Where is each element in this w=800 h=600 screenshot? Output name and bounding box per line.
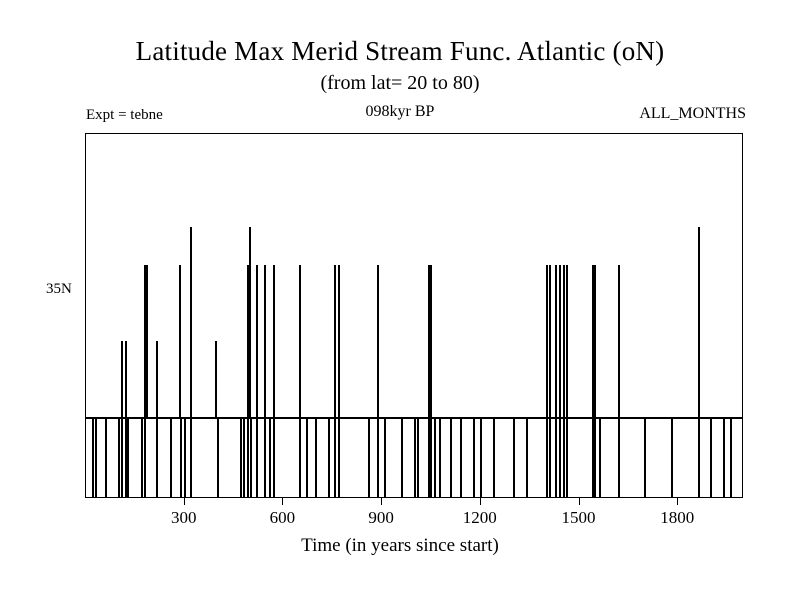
period-label: 098kyr BP bbox=[365, 103, 435, 120]
event-marker bbox=[306, 419, 308, 497]
event-marker bbox=[256, 419, 258, 497]
upper-spike bbox=[146, 265, 148, 417]
event-marker bbox=[141, 419, 143, 497]
event-marker bbox=[414, 419, 416, 497]
upper-spike bbox=[549, 265, 551, 417]
upper-spike bbox=[190, 227, 192, 417]
x-tick bbox=[184, 498, 185, 505]
upper-spike bbox=[334, 265, 336, 417]
event-marker bbox=[180, 419, 182, 497]
event-marker bbox=[127, 419, 129, 497]
event-marker bbox=[417, 419, 419, 497]
upper-spike bbox=[156, 341, 158, 417]
upper-spike bbox=[264, 265, 266, 417]
event-marker bbox=[480, 419, 482, 497]
event-marker bbox=[594, 419, 596, 497]
event-marker bbox=[710, 419, 712, 497]
upper-spike bbox=[256, 265, 258, 417]
event-marker bbox=[299, 419, 301, 497]
upper-plot-panel bbox=[85, 133, 743, 418]
event-marker bbox=[368, 419, 370, 497]
x-tick-label: 1500 bbox=[561, 508, 596, 527]
x-tick bbox=[381, 498, 382, 505]
upper-spike bbox=[555, 265, 557, 417]
event-marker bbox=[240, 419, 242, 497]
x-axis-title: Time (in years since start) bbox=[301, 535, 499, 556]
upper-spike bbox=[121, 341, 123, 417]
page-title: Latitude Max Merid Stream Func. Atlantic (oN) bbox=[135, 36, 665, 66]
lower-plot-panel bbox=[85, 418, 743, 498]
event-marker bbox=[549, 419, 551, 497]
event-marker bbox=[264, 419, 266, 497]
event-marker bbox=[184, 419, 186, 497]
event-marker bbox=[434, 419, 436, 497]
event-marker bbox=[105, 419, 107, 497]
upper-spike bbox=[377, 265, 379, 417]
upper-spike bbox=[215, 341, 217, 417]
event-marker bbox=[599, 419, 601, 497]
event-marker bbox=[618, 419, 620, 497]
x-tick-label: 900 bbox=[368, 508, 394, 527]
event-marker bbox=[555, 419, 557, 497]
y-axis-tick-label: 35N bbox=[46, 281, 72, 297]
x-tick bbox=[579, 498, 580, 505]
event-marker bbox=[384, 419, 386, 497]
event-marker bbox=[217, 419, 219, 497]
event-marker bbox=[566, 419, 568, 497]
event-marker bbox=[334, 419, 336, 497]
upper-spike bbox=[546, 265, 548, 417]
x-axis-ticks bbox=[85, 498, 743, 508]
x-tick-label: 1200 bbox=[462, 508, 497, 527]
x-tick-label: 300 bbox=[170, 508, 197, 527]
x-axis-tick-labels bbox=[85, 508, 743, 532]
event-marker bbox=[493, 419, 495, 497]
event-marker bbox=[450, 419, 452, 497]
event-marker bbox=[269, 419, 271, 497]
event-marker bbox=[401, 419, 403, 497]
event-marker bbox=[144, 419, 146, 497]
event-marker bbox=[671, 419, 673, 497]
upper-spike bbox=[430, 265, 432, 417]
event-marker bbox=[377, 419, 379, 497]
event-marker bbox=[250, 419, 252, 497]
event-marker bbox=[723, 419, 725, 497]
months-label: ALL_MONTHS bbox=[639, 105, 746, 122]
event-marker bbox=[315, 419, 317, 497]
event-marker bbox=[190, 419, 192, 497]
upper-spike bbox=[179, 265, 181, 417]
event-marker bbox=[273, 419, 275, 497]
upper-spike bbox=[563, 265, 565, 417]
upper-spike bbox=[698, 227, 700, 417]
upper-spike bbox=[559, 265, 561, 417]
event-marker bbox=[526, 419, 528, 497]
upper-spike bbox=[594, 265, 596, 417]
event-marker bbox=[698, 419, 700, 497]
event-marker bbox=[644, 419, 646, 497]
event-marker bbox=[460, 419, 462, 497]
x-tick-label: 1800 bbox=[660, 508, 695, 527]
event-marker bbox=[439, 419, 441, 497]
event-marker bbox=[559, 419, 561, 497]
event-marker bbox=[156, 419, 158, 497]
upper-spike bbox=[299, 265, 301, 417]
x-tick-label: 600 bbox=[269, 508, 296, 527]
experiment-label: Expt = tebne bbox=[86, 107, 163, 123]
upper-spike bbox=[338, 265, 340, 417]
event-marker bbox=[730, 419, 732, 497]
event-marker bbox=[121, 419, 123, 497]
upper-spike bbox=[249, 227, 251, 417]
upper-spike bbox=[273, 265, 275, 417]
chart-subtitle: (from lat= 20 to 80) bbox=[320, 72, 480, 94]
x-tick bbox=[282, 498, 283, 505]
event-marker bbox=[473, 419, 475, 497]
x-tick bbox=[677, 498, 678, 505]
event-marker bbox=[430, 419, 432, 497]
upper-spike bbox=[566, 265, 568, 417]
event-marker bbox=[95, 419, 97, 497]
event-marker bbox=[563, 419, 565, 497]
event-marker bbox=[546, 419, 548, 497]
upper-spike bbox=[125, 341, 127, 417]
event-marker bbox=[170, 419, 172, 497]
event-marker bbox=[328, 419, 330, 497]
event-marker bbox=[92, 419, 94, 497]
upper-spike bbox=[618, 265, 620, 417]
event-marker bbox=[243, 419, 245, 497]
x-tick bbox=[480, 498, 481, 505]
event-marker bbox=[513, 419, 515, 497]
event-marker bbox=[338, 419, 340, 497]
